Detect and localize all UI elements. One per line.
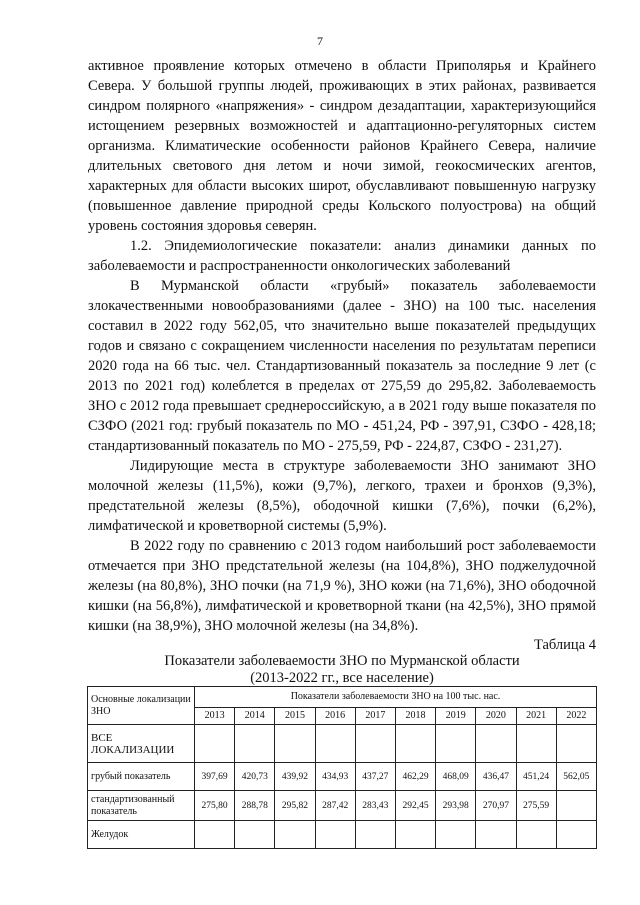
table-label: Таблица 4 xyxy=(533,637,596,653)
value-cell: 451,24 xyxy=(516,763,556,791)
value-cell xyxy=(436,821,476,849)
value-cell: 295,82 xyxy=(275,791,315,821)
year-header-cell: 2022 xyxy=(556,708,596,725)
value-cell: 420,73 xyxy=(235,763,275,791)
value-cell: 283,43 xyxy=(355,791,395,821)
table-title-line-1: Показатели заболеваемости ЗНО по Мурманской области xyxy=(164,653,520,669)
table-row xyxy=(88,725,597,763)
table-row xyxy=(88,791,597,821)
paragraph-growth: В 2022 году по сравнению с 2013 годом наибольший рост заболеваемости отмечается при ЗНО предстательной железы (на 104,8%), ЗНО поджелудочной железы (на 80,8%), ЗНО почки (на 71,9 %), ЗНО кожи (на 71,6%), ЗНО ободочной кишки (на 56,8%), лимфатической и кроветворной ткани (на 42,5%), ЗНО прямой кишки (на 38,9%), ЗНО молочной железы (на 34,8%). xyxy=(88,538,596,634)
value-cell: 275,80 xyxy=(195,791,235,821)
table-row xyxy=(88,763,597,791)
value-cell xyxy=(195,725,235,763)
value-cell xyxy=(476,821,516,849)
value-cell: 468,09 xyxy=(436,763,476,791)
value-cell xyxy=(235,725,275,763)
value-cell: 437,27 xyxy=(355,763,395,791)
year-header-cell: 2017 xyxy=(355,708,395,725)
value-cell: 439,92 xyxy=(275,763,315,791)
paragraph-continuation: активное проявление которых отмечено в области Приполярья и Крайнего Севера. У большой группы людей, проживающих в этих районах, развивается синдром полярного «напряжения» - синдром дезадаптации, характеризующийся истощением резервных возможностей и адаптационно-регуляторных систем организма. Климатические особенности районов Крайнего Севера, наличие длительных светового дня летом и ночи зимой, геокосмических агентов, характерных для области высоких широт, обуславливают повышенную нагрузку (повышенное давление природной среды Кольского полуострова) на общий уровень состояния здоровья северян. xyxy=(88,58,596,234)
corner-header: Основные локализации ЗНО xyxy=(88,687,195,725)
row-label-cell: Желудок xyxy=(88,821,195,849)
row-label-cell: ВСЕ ЛОКАЛИЗАЦИИ xyxy=(88,725,195,763)
value-cell: 287,42 xyxy=(315,791,355,821)
year-header-cell: 2015 xyxy=(275,708,315,725)
value-cell: 462,29 xyxy=(395,763,435,791)
value-cell: 292,45 xyxy=(395,791,435,821)
value-cell xyxy=(516,725,556,763)
section-heading: 1.2. Эпидемиологические показатели: анализ динамики данных по заболеваемости и распространенности онкологических заболеваний xyxy=(88,238,596,274)
row-label-cell: грубый показатель xyxy=(88,763,195,791)
value-cell xyxy=(235,821,275,849)
table-title xyxy=(88,653,596,687)
year-header-cell: 2021 xyxy=(516,708,556,725)
value-cell: 397,69 xyxy=(195,763,235,791)
value-cell xyxy=(275,725,315,763)
intro-text-block xyxy=(88,56,596,236)
value-cell: 293,98 xyxy=(436,791,476,821)
value-cell xyxy=(556,725,596,763)
year-header-cell: 2020 xyxy=(476,708,516,725)
value-cell xyxy=(436,725,476,763)
value-cell: 275,59 xyxy=(516,791,556,821)
value-cell xyxy=(315,725,355,763)
value-cell xyxy=(395,821,435,849)
table-body xyxy=(88,725,597,849)
value-cell: 562,05 xyxy=(556,763,596,791)
paragraph-leading-sites: Лидирующие места в структуре заболеваемости ЗНО занимают ЗНО молочной железы (11,5%), кожи (9,7%), легкого, трахеи и бронхов (9,3%), предстательной железы (8,5%), ободочной кишки (7,6%), почки (6,2%), лимфатической и кроветворной системы (5,9%). xyxy=(88,458,596,534)
paragraph-incidence: В Мурманской области «грубый» показатель заболеваемости злокачественными новообразованиями (далее - ЗНО) на 100 тыс. населения составил в 2022 году 562,05, что значительно выше показателей предыдущих годов и связано с сокращением численности населения по результатам переписи 2020 года на 66 тыс. чел. Стандартизованный показатель за последние 9 лет (с 2013 по 2021 год) колеблется в пределах от 275,59 до 295,82. Заболеваемость ЗНО с 2012 года превышает среднероссийскую, а в 2021 году выше показателя по СЗФО (2021 год: грубый показатель по МО - 451,24, РФ - 397,91, СЗФО - 428,18; стандартизованный показатель по МО - 275,59, РФ - 224,87, СЗФО - 231,27). xyxy=(88,278,596,454)
value-cell xyxy=(516,821,556,849)
value-cell: 434,93 xyxy=(315,763,355,791)
value-cell xyxy=(275,821,315,849)
table-title-line-2: (2013-2022 гг., все население) xyxy=(250,670,434,686)
value-cell xyxy=(315,821,355,849)
year-header-cell: 2014 xyxy=(235,708,275,725)
section-1-2 xyxy=(88,236,596,636)
value-cell xyxy=(556,791,596,821)
year-header-cell: 2019 xyxy=(436,708,476,725)
value-cell xyxy=(355,821,395,849)
group-header: Показатели заболеваемости ЗНО на 100 тыс. нас. xyxy=(195,687,597,708)
value-cell: 436,47 xyxy=(476,763,516,791)
table-header-row xyxy=(88,687,597,708)
value-cell xyxy=(195,821,235,849)
value-cell: 270,97 xyxy=(476,791,516,821)
value-cell xyxy=(395,725,435,763)
incidence-table xyxy=(87,686,597,849)
value-cell xyxy=(355,725,395,763)
row-label-cell: стандартизованный показатель xyxy=(88,791,195,821)
value-cell: 288,78 xyxy=(235,791,275,821)
year-header-cell: 2018 xyxy=(395,708,435,725)
year-header-cell: 2016 xyxy=(315,708,355,725)
table-row xyxy=(88,821,597,849)
page-number: 7 xyxy=(317,34,323,48)
value-cell xyxy=(556,821,596,849)
value-cell xyxy=(476,725,516,763)
year-header-cell: 2013 xyxy=(195,708,235,725)
